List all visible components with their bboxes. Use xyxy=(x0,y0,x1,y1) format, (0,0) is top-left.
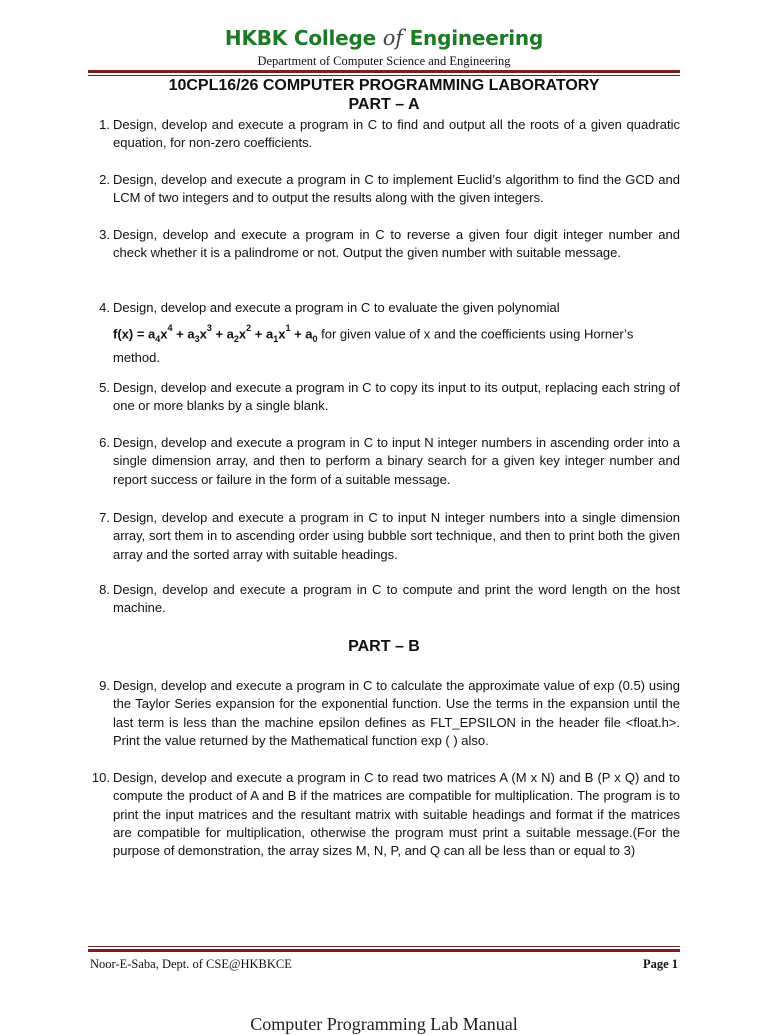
item-text: Design, develop and execute a program in C to compute and print the word length on the host machine. xyxy=(113,582,680,616)
polynomial-formula: $f(x) = a_4x^4 + a_3x^3 + a_2x^2 + a_1x^1 + a_0$ for given value of x and the coefficients using Horner’s method. xyxy=(113,323,634,365)
footer-author: Noor-E-Saba, Dept. of CSE@HKBKCE xyxy=(90,957,292,971)
college-of-word: of xyxy=(382,26,403,50)
item-number: 5. xyxy=(99,380,110,395)
item-number: 4. xyxy=(99,300,110,315)
page-number: Page 1 xyxy=(642,957,678,971)
list-item xyxy=(88,769,680,860)
list-item xyxy=(88,434,680,489)
part-b-heading: PART – B xyxy=(348,638,420,655)
list-item xyxy=(88,299,680,367)
item-number: 10. xyxy=(91,770,110,785)
item-number: 1. xyxy=(99,117,110,132)
document-title xyxy=(0,76,768,114)
list-item xyxy=(88,226,680,263)
college-name: HKBK College of Engineering xyxy=(224,26,544,50)
list-item xyxy=(88,171,680,208)
item-text: Design, develop and execute a program in C to calculate the approximate value of exp (0.5) using the Taylor Series expansion for the exponential function. Use the terms in the expansion until the last term is less than the machine epsilon defines as FLT_EPSILON in the header file <float.h>. Print the value returned by the Mathematical function exp ( ) also. xyxy=(113,678,680,748)
list-item xyxy=(88,677,680,750)
list-item xyxy=(88,379,680,416)
next-page-header-partial: Computer Programming Lab Manual xyxy=(250,1014,518,1034)
item-number: 3. xyxy=(99,227,110,242)
part-a-heading: PART – A xyxy=(348,96,420,113)
item-number: 2. xyxy=(99,172,110,187)
item-text: Design, develop and execute a program in C to implement Euclid’s algorithm to find the GCD and LCM of two integers and to output the results along with the given integers. xyxy=(113,172,680,206)
item-text: Design, develop and execute a program in C to copy its input to its output, replacing each string of one or more blanks by a single blank. xyxy=(113,380,680,414)
list-item xyxy=(88,116,680,153)
header-rule-thick xyxy=(88,70,680,73)
item-text: Design, develop and execute a program in C to read two matrices A (M x N) and B (P x Q) and to compute the product of A and B if the matrices are compatible for multiplication. The program is to print the input matrices and the resultant matrix with suitable headings and format if the matrices are compatible for multiplication, otherwise the program must print a suitable message.(For the purpose of demonstration, the array sizes M, N, P, and Q can all be less than or equal to 3) xyxy=(113,770,680,859)
item-text: Design, develop and execute a program in C to evaluate the given polynomial xyxy=(113,300,560,315)
item-number: 6. xyxy=(99,435,110,450)
item-number: 7. xyxy=(99,510,110,525)
footer-rule-thick xyxy=(88,949,680,952)
course-title: 10CPL16/26 COMPUTER PROGRAMMING LABORATORY xyxy=(168,77,600,94)
item-text: Design, develop and execute a program in C to input N integer numbers in ascending order into a single dimension array, and then to perform a binary search for a given key integer number and report success or failure in the form of a suitable message. xyxy=(113,435,680,487)
list-item xyxy=(88,509,680,564)
item-text: Design, develop and execute a program in C to reverse a given four digit integer number and check whether it is a palindrome or not. Output the given number with suitable message. xyxy=(113,227,680,261)
department-name: Department of Computer Science and Engineering xyxy=(257,54,511,68)
list-item xyxy=(88,581,680,618)
item-number: 8. xyxy=(99,582,110,597)
item-text: Design, develop and execute a program in C to input N integer numbers into a single dimension array, sort them in to ascending order using bubble sort technique, and then to print both the given array and the sorted array with suitable headings. xyxy=(113,510,680,562)
item-text: Design, develop and execute a program in C to find and output all the roots of a given quadratic equation, for non-zero coefficients. xyxy=(113,117,680,151)
item-number: 9. xyxy=(99,678,110,693)
footer-rule-thin xyxy=(88,946,680,947)
